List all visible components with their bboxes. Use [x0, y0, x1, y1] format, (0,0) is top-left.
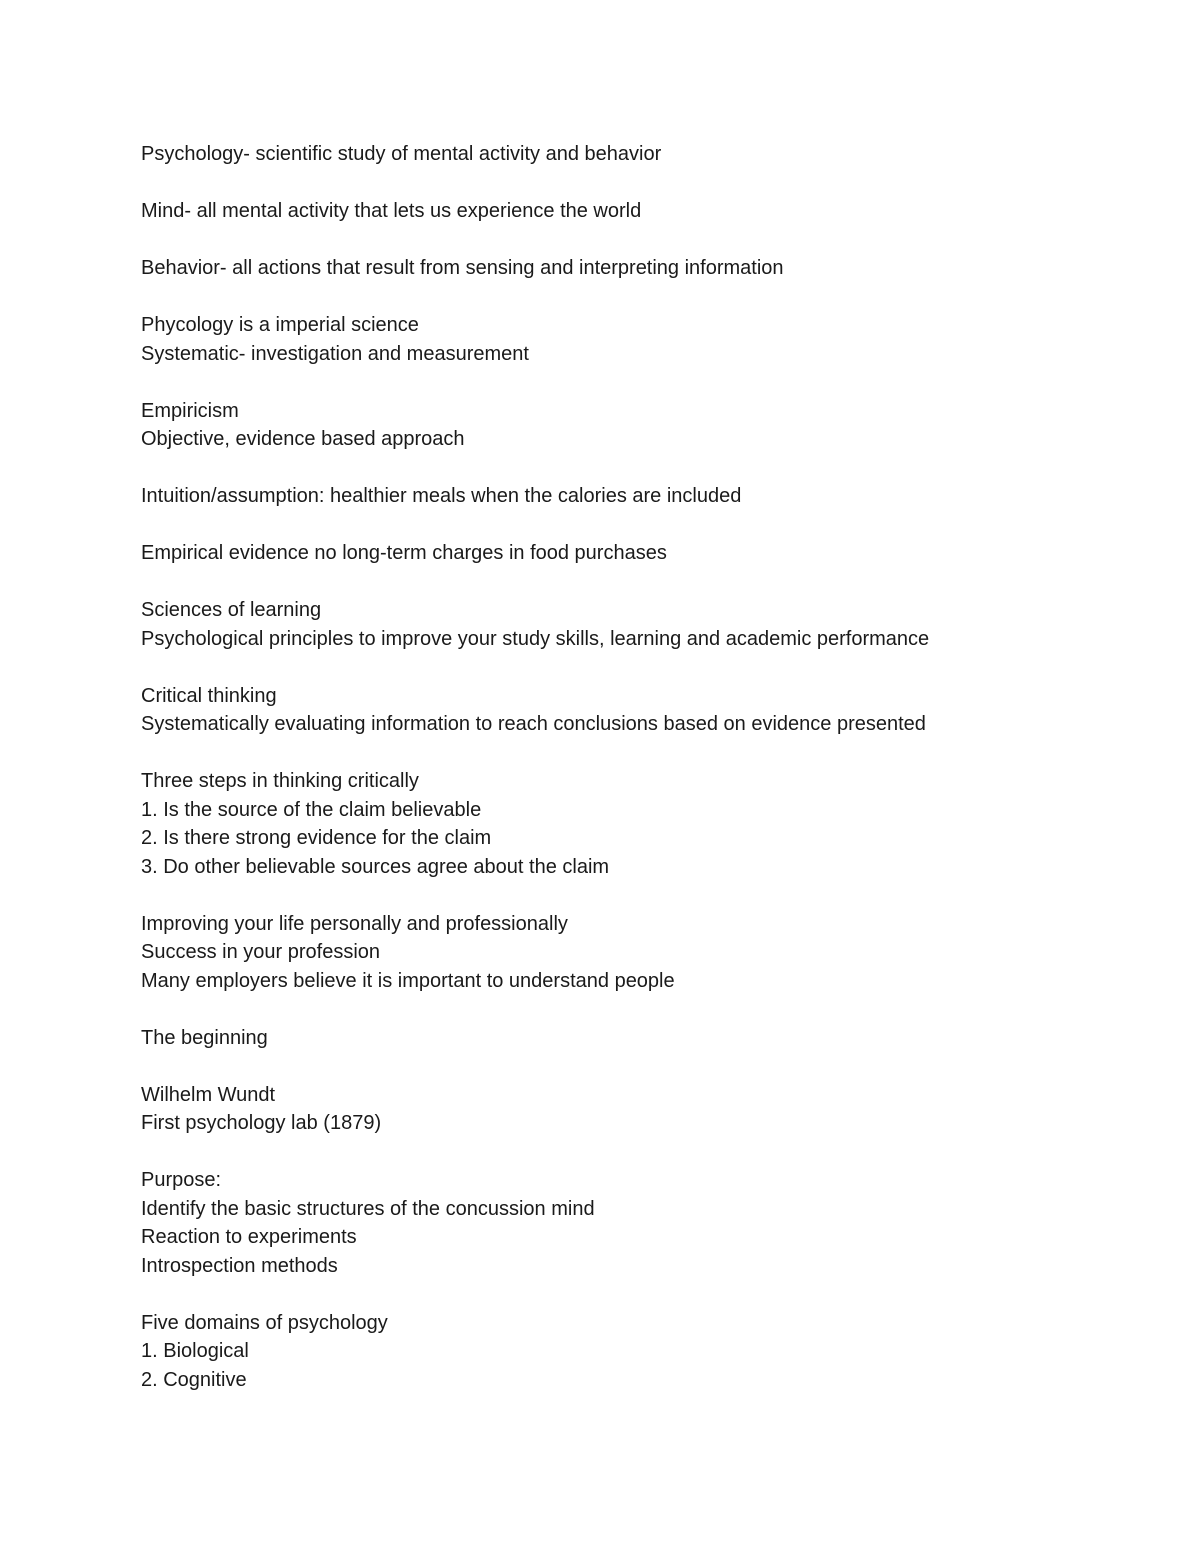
text-line: Empirical evidence no long-term charges in food purchases	[141, 542, 667, 564]
text-line: Systematically evaluating information to reach conclusions based on evidence presented	[141, 713, 926, 735]
text-line: Identify the basic structures of the concussion mind	[141, 1197, 595, 1220]
document-body	[141, 140, 1141, 1423]
paragraph-the-beginning	[141, 1024, 1141, 1053]
text-line: Success in your profession	[141, 941, 381, 963]
text-line: Improving your life personally and professionally	[141, 912, 568, 935]
text-line: First psychology lab (1879)	[141, 1112, 382, 1134]
text-line: Many employers believe it is important to understand people	[141, 969, 675, 992]
text-line: Wilhelm Wundt	[141, 1083, 276, 1106]
list-heading: Three steps in thinking critically	[141, 770, 419, 792]
text-line: Behavior- all actions that result from sensing and interpreting information	[141, 257, 784, 279]
list-heading: Five domains of psychology	[141, 1311, 388, 1334]
list-five-domains	[141, 1309, 1141, 1395]
text-line: Intuition/assumption: healthier meals when the calories are included	[141, 485, 742, 507]
text-line: Reaction to experiments	[141, 1226, 357, 1248]
paragraph-purpose	[141, 1166, 1141, 1280]
paragraph-psychology-definition	[141, 140, 1141, 169]
paragraph-critical-thinking	[141, 682, 1141, 739]
text-line: The beginning	[141, 1026, 268, 1049]
paragraph-empirical-science	[141, 311, 1141, 368]
list-item: 3. Do other believable sources agree about the claim	[141, 855, 610, 878]
text-line: Critical thinking	[141, 684, 277, 707]
text-line: Sciences of learning	[141, 599, 322, 621]
list-item: 1. Biological	[141, 1340, 249, 1362]
text-line: Introspection methods	[141, 1254, 338, 1277]
text-line: Empiricism	[141, 399, 239, 422]
paragraph-mind-definition	[141, 197, 1141, 226]
text-line: Purpose:	[141, 1169, 222, 1191]
paragraph-intuition	[141, 482, 1141, 511]
paragraph-improving-life	[141, 910, 1141, 996]
paragraph-sciences-of-learning	[141, 596, 1141, 653]
list-item: 2. Is there strong evidence for the claim	[141, 827, 492, 849]
list-item: 2. Cognitive	[141, 1368, 247, 1391]
list-three-steps	[141, 767, 1141, 881]
paragraph-wilhelm-wundt	[141, 1081, 1141, 1138]
text-line: Psychology- scientific study of mental activity and behavior	[141, 143, 662, 165]
paragraph-behavior-definition	[141, 254, 1141, 283]
text-line: Mind- all mental activity that lets us experience the world	[141, 200, 642, 222]
paragraph-empirical-evidence	[141, 539, 1141, 568]
list-item: 1. Is the source of the claim believable	[141, 798, 482, 821]
text-line: Phycology is a imperial science	[141, 314, 419, 336]
text-line: Objective, evidence based approach	[141, 428, 465, 450]
text-line: Psychological principles to improve your study skills, learning and academic performance	[141, 627, 930, 650]
text-line: Systematic- investigation and measurement	[141, 342, 529, 365]
paragraph-empiricism	[141, 397, 1141, 454]
